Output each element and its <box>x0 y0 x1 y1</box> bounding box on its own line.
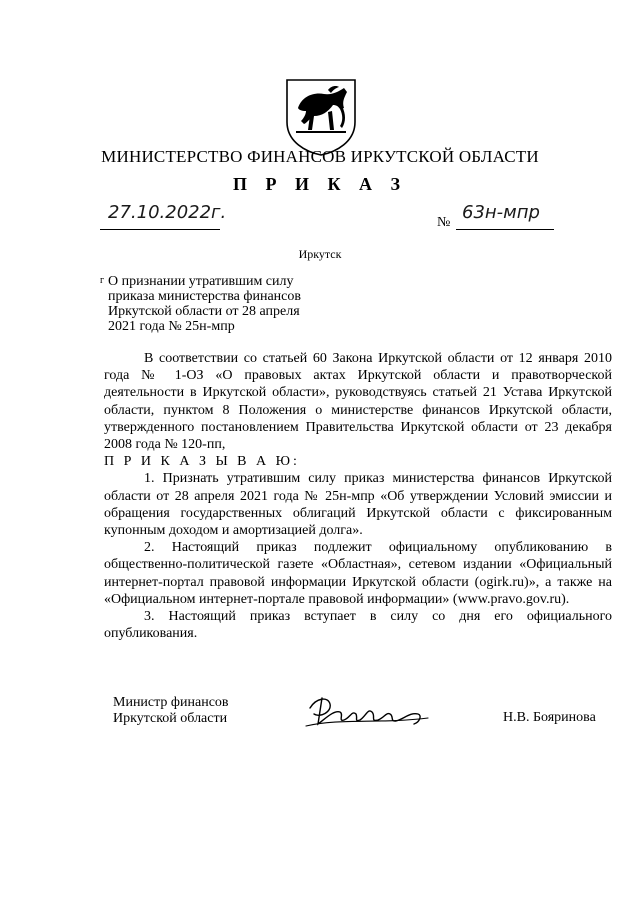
signer-position <box>113 695 229 727</box>
document-type-title: П Р И К А З <box>232 174 408 194</box>
ministry-name: МИНИСТЕРСТВО ФИНАНСОВ ИРКУТСКОЙ ОБЛАСТИ <box>101 147 539 166</box>
date-underline <box>100 229 220 230</box>
subject-line: О признании утратившим силу <box>108 274 294 289</box>
order-word: П Р И К А З Ы В А Ю: <box>104 454 300 470</box>
handwritten-signature <box>300 688 440 732</box>
order-subject <box>108 274 348 334</box>
signer-position-line: Иркутской области <box>113 711 228 726</box>
preamble-paragraph: В соответствии со статьей 60 Закона Иркутской области от 12 января 2010 года № 1-ОЗ «О правовых актах Иркутской области и правотворческой деятельности в Иркутской области», руководствуясь статьей 21 Устава Иркутской области, пунктом 8 Положения о министерстве финансов Иркутской области, утвержденного постановлением Правительства Иркутской области от 23 декабря 2008 года № 120-пп, <box>104 351 612 453</box>
signer-position-line: Министр финансов <box>113 695 229 710</box>
subject-line: Иркутской области от 28 апреля <box>108 304 300 319</box>
irkutsk-coat-of-arms-emblem <box>284 78 358 156</box>
order-item: 2. Настоящий приказ подлежит официальному опубликованию в общественно-политической газете «Областная», сетевом издании «Официальный интернет-портал правовой информации Иркутской области (ogirk.ru)», а также на «Официальном интернет-портале правовой информации» (www.pravo.gov.ru). <box>104 540 612 607</box>
number-underline <box>456 229 554 230</box>
city-name: Иркутск <box>298 247 342 261</box>
signer-name: Н.В. Бояринова <box>503 710 596 725</box>
order-number: 63н-мпр <box>462 202 540 223</box>
order-body <box>104 350 612 642</box>
subject-line: приказа министерства финансов <box>108 289 301 304</box>
order-item: 1. Признать утратившим силу приказ министерства финансов Иркутской области от 28 апреля 2021 года № 25н-мпр «Об утверждении Условий эмиссии и обращения государственных облигаций Иркутской области с фиксированным купонным доходом и амортизацией долга». <box>104 471 612 539</box>
order-date: 27.10.2022г. <box>108 202 227 223</box>
subject-corner-mark: г <box>100 275 105 286</box>
order-item: 3. Настоящий приказ вступает в силу со дня его официального опубликования. <box>104 609 612 642</box>
subject-line: 2021 года № 25н-мпр <box>108 319 235 334</box>
order-number-prefix: № <box>437 215 451 230</box>
